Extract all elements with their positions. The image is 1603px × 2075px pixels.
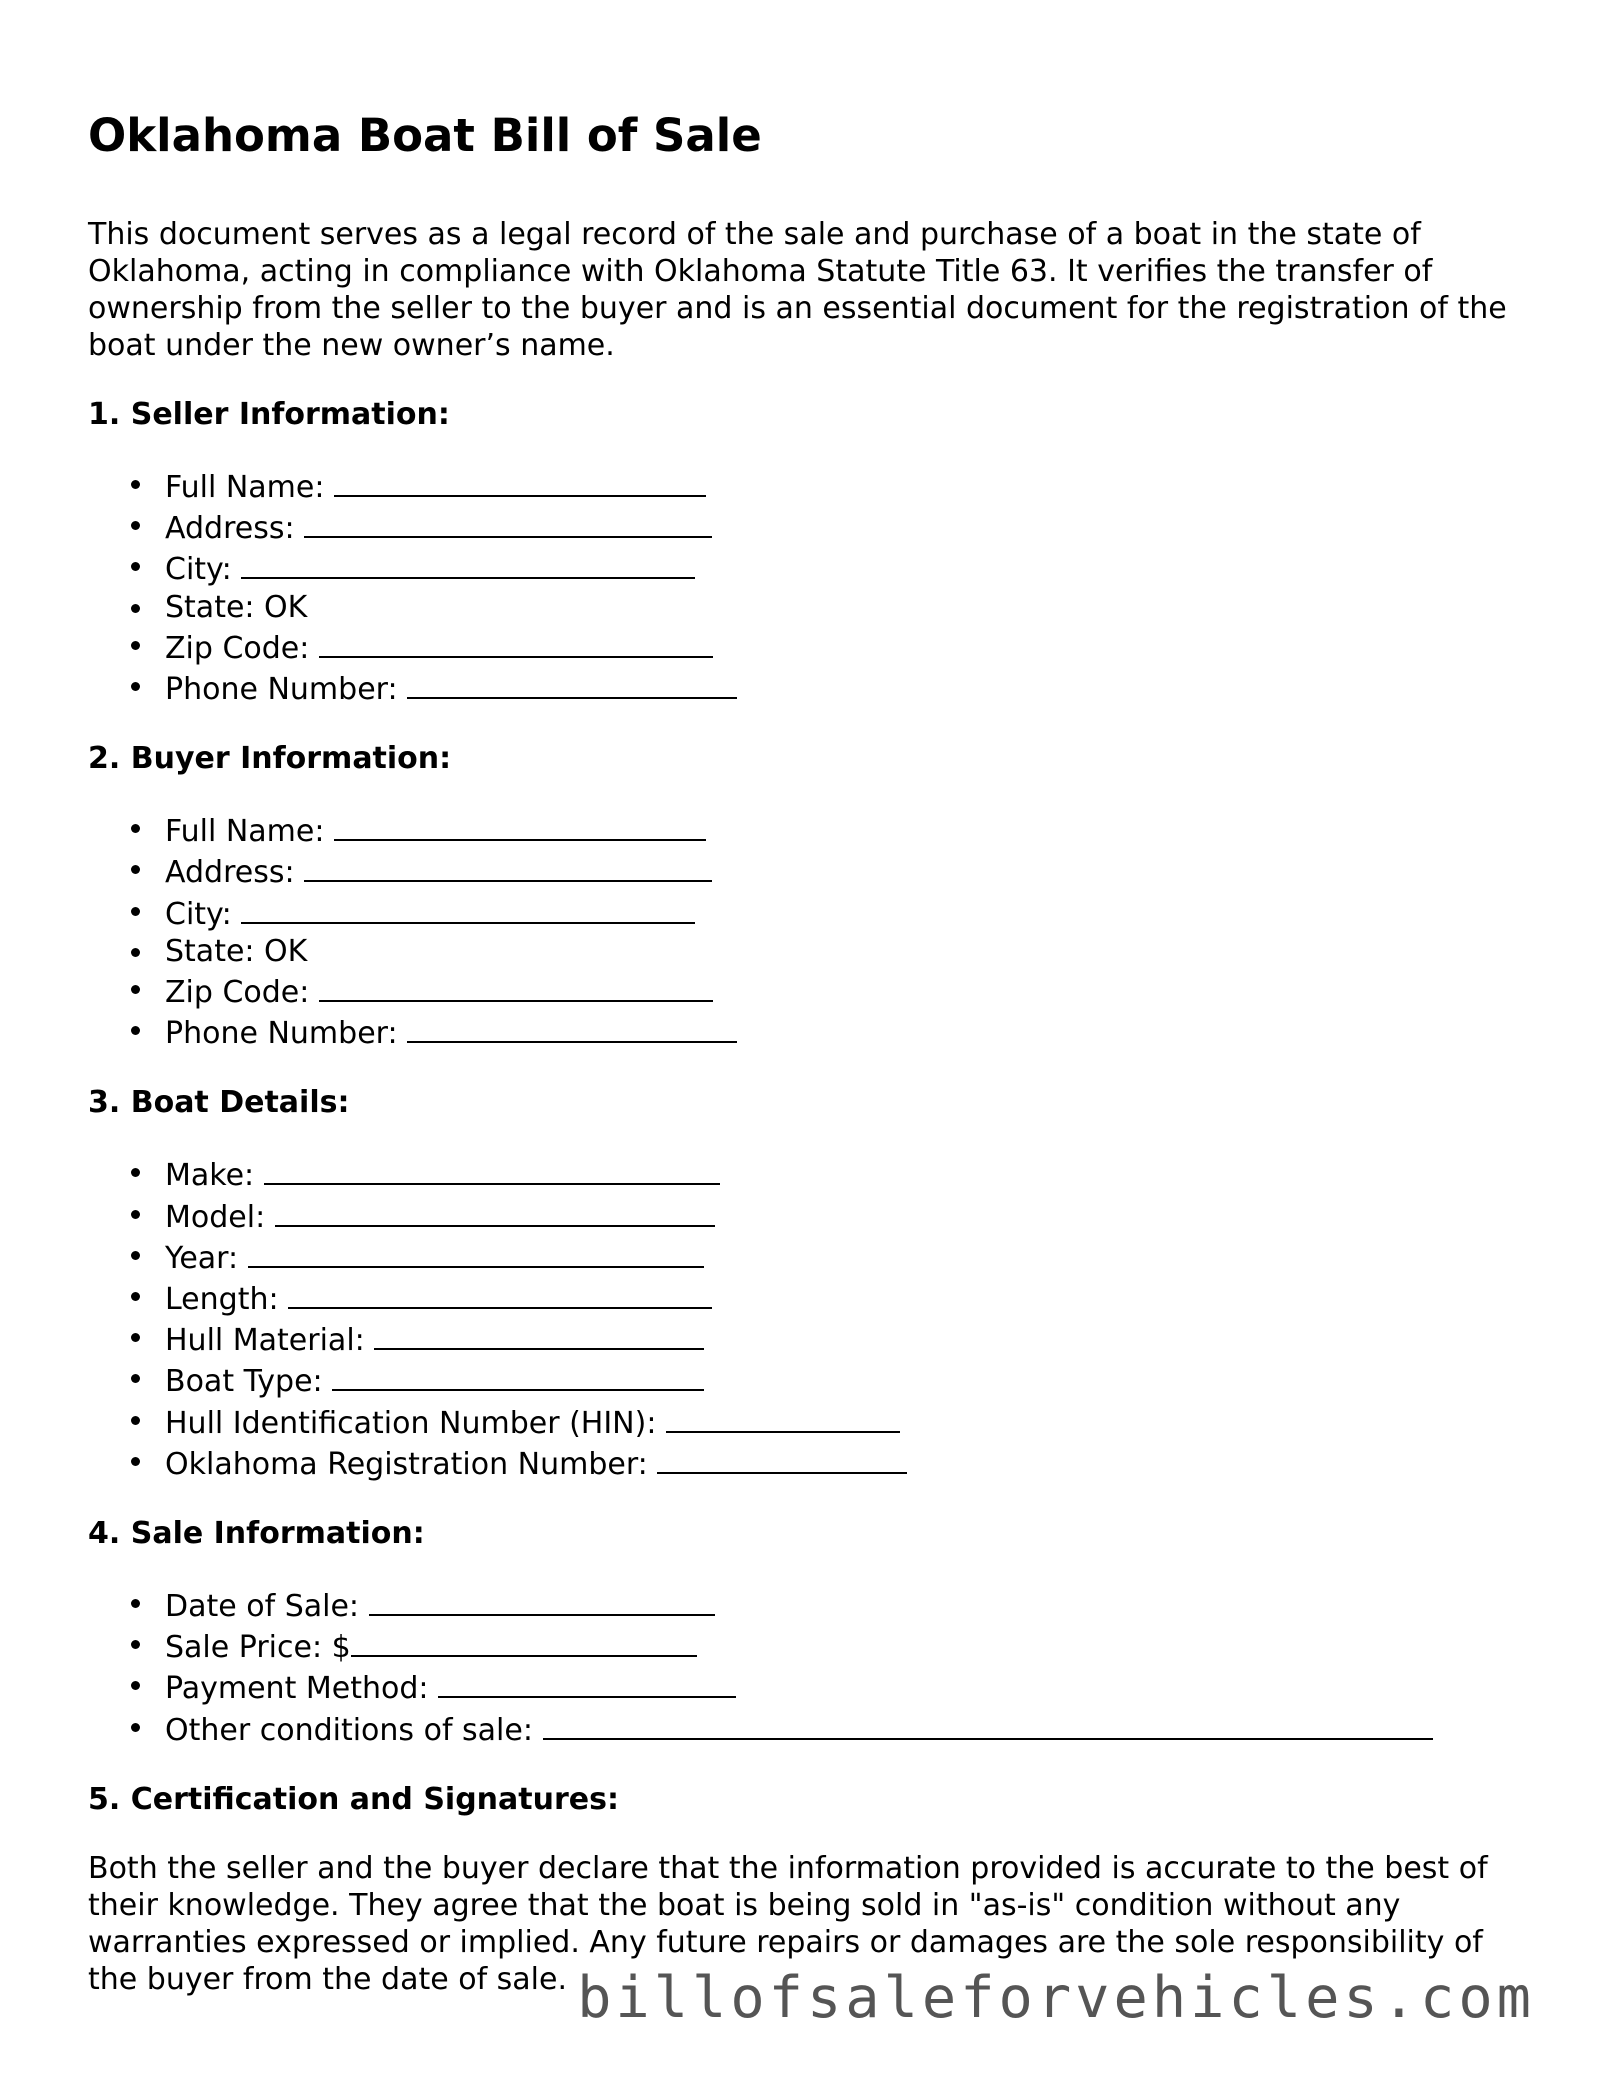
buyer-field-list xyxy=(88,809,1528,1052)
bullet-icon xyxy=(131,1723,140,1732)
field-label: Address: xyxy=(165,855,295,891)
field-label: Full Name: xyxy=(165,470,325,505)
bullet-icon xyxy=(131,824,140,833)
seller-full-name-item xyxy=(131,465,1528,506)
boat-type-item xyxy=(131,1359,1528,1400)
buyer-address-item xyxy=(131,850,1528,891)
field-label: Address: xyxy=(165,511,295,547)
boat-hull-material-blank[interactable] xyxy=(374,1318,704,1350)
bullet-icon xyxy=(131,1457,140,1466)
sale-date-blank[interactable] xyxy=(369,1584,715,1616)
seller-address-blank[interactable] xyxy=(304,506,712,538)
field-label: Year: xyxy=(165,1240,239,1276)
seller-city-item xyxy=(131,547,1528,588)
field-label: Other conditions of sale: xyxy=(165,1712,533,1748)
sale-section-heading: 4. Sale Information: xyxy=(88,1516,425,1552)
field-label: Boat Type: xyxy=(165,1364,323,1400)
bullet-icon xyxy=(131,907,140,916)
sale-payment-item xyxy=(131,1666,1528,1707)
bullet-icon xyxy=(131,1681,140,1690)
field-label: Payment Method: xyxy=(165,1671,429,1707)
field-label: Date of Sale: xyxy=(165,1589,360,1625)
seller-field-list xyxy=(88,465,1528,708)
field-label: State: OK xyxy=(165,589,308,625)
site-watermark: billofsaleforvehicles.com xyxy=(577,1965,1535,2031)
intro-paragraph: This document serves as a legal record of the sale and purchase of a boat in the state of Oklahoma, acting in compliance with Oklahoma Statute Title 63. It verifies the transfer of ownership from the seller to the buyer and is an essential document for the registration of the boat under the new owner’s name. xyxy=(88,217,1507,363)
bullet-icon xyxy=(131,1416,140,1425)
sale-other-blank[interactable] xyxy=(543,1708,1433,1740)
sale-field-list xyxy=(88,1584,1528,1749)
buyer-state-item xyxy=(131,933,1528,970)
buyer-city-blank[interactable] xyxy=(241,892,695,924)
field-label: City: xyxy=(165,896,232,932)
buyer-city-item xyxy=(131,892,1528,933)
boat-year-blank[interactable] xyxy=(248,1236,704,1268)
boat-make-blank[interactable] xyxy=(264,1153,720,1185)
bullet-icon xyxy=(131,1640,140,1649)
seller-phone-blank[interactable] xyxy=(407,667,737,699)
boat-hin-blank[interactable] xyxy=(666,1401,900,1433)
seller-zip-blank[interactable] xyxy=(319,626,713,658)
boat-registration-item xyxy=(131,1442,1528,1483)
boat-hull-material-item xyxy=(131,1318,1528,1359)
certification-paragraph: Both the seller and the buyer declare that the information provided is accurate to the best of their knowledge. They agree that the boat is being sold in "as-is" condition without any warranties expressed or implied. Any future repairs or damages are the sole responsibility of the buyer from the date of sale. xyxy=(88,1850,1488,1997)
seller-address-item xyxy=(131,506,1528,547)
field-label: Sale Price: $ xyxy=(165,1630,351,1666)
seller-section-heading: 1. Seller Information: xyxy=(88,397,450,432)
field-label: Hull Identification Number (HIN): xyxy=(165,1405,657,1441)
field-label: Oklahoma Registration Number: xyxy=(165,1446,648,1482)
boat-type-blank[interactable] xyxy=(332,1359,704,1391)
field-label: Make: xyxy=(165,1158,255,1194)
boat-make-item xyxy=(131,1153,1528,1194)
buyer-zip-item xyxy=(131,970,1528,1011)
boat-section-heading: 3. Boat Details: xyxy=(88,1085,350,1121)
field-label: Phone Number: xyxy=(165,1016,398,1052)
bullet-icon xyxy=(131,948,140,957)
field-label: Model: xyxy=(165,1199,266,1235)
bullet-icon xyxy=(131,1251,140,1260)
bullet-icon xyxy=(131,521,140,530)
boat-hin-item xyxy=(131,1401,1528,1442)
bullet-icon xyxy=(131,985,140,994)
seller-phone-item xyxy=(131,667,1528,708)
seller-state-item xyxy=(131,589,1528,626)
sale-price-blank[interactable] xyxy=(351,1625,697,1657)
field-label: Zip Code: xyxy=(165,975,310,1011)
bullet-icon xyxy=(131,865,140,874)
bullet-icon xyxy=(131,604,140,613)
buyer-full-name-item xyxy=(131,809,1528,850)
buyer-phone-item xyxy=(131,1011,1528,1052)
bullet-icon xyxy=(131,1210,140,1219)
sale-payment-blank[interactable] xyxy=(438,1666,736,1698)
buyer-section-heading: 2. Buyer Information: xyxy=(88,741,452,777)
boat-length-item xyxy=(131,1277,1528,1318)
bullet-icon xyxy=(131,562,140,571)
bullet-icon xyxy=(131,1026,140,1035)
bullet-icon xyxy=(131,1168,140,1177)
boat-model-blank[interactable] xyxy=(275,1195,715,1227)
boat-year-item xyxy=(131,1236,1528,1277)
bullet-icon xyxy=(131,1333,140,1342)
field-label: Full Name: xyxy=(165,814,325,850)
field-label: Length: xyxy=(165,1282,279,1318)
sale-other-item xyxy=(131,1708,1528,1749)
field-label: State: OK xyxy=(165,933,308,969)
buyer-address-blank[interactable] xyxy=(304,850,712,882)
document-page xyxy=(88,108,1528,1998)
bullet-icon xyxy=(131,641,140,650)
buyer-full-name-blank[interactable] xyxy=(334,809,706,841)
boat-registration-blank[interactable] xyxy=(657,1442,907,1474)
boat-model-item xyxy=(131,1195,1528,1236)
bullet-icon xyxy=(131,1292,140,1301)
boat-field-list xyxy=(88,1153,1528,1483)
seller-full-name-blank[interactable] xyxy=(334,465,706,497)
sale-date-item xyxy=(131,1584,1528,1625)
field-label: Zip Code: xyxy=(165,630,310,666)
document-title: Oklahoma Boat Bill of Sale xyxy=(88,109,762,162)
field-label: Hull Material: xyxy=(165,1323,365,1359)
bullet-icon xyxy=(131,480,140,489)
field-label: Phone Number: xyxy=(165,672,398,708)
bullet-icon xyxy=(131,1599,140,1608)
buyer-phone-blank[interactable] xyxy=(407,1011,737,1043)
sale-price-item xyxy=(131,1625,1528,1666)
buyer-zip-blank[interactable] xyxy=(319,970,713,1002)
seller-zip-item xyxy=(131,626,1528,667)
bullet-icon xyxy=(131,682,140,691)
certification-section-heading: 5. Certification and Signatures: xyxy=(88,1781,619,1817)
bullet-icon xyxy=(131,1374,140,1383)
boat-length-blank[interactable] xyxy=(288,1277,712,1309)
seller-city-blank[interactable] xyxy=(241,547,695,579)
field-label: City: xyxy=(165,552,232,588)
